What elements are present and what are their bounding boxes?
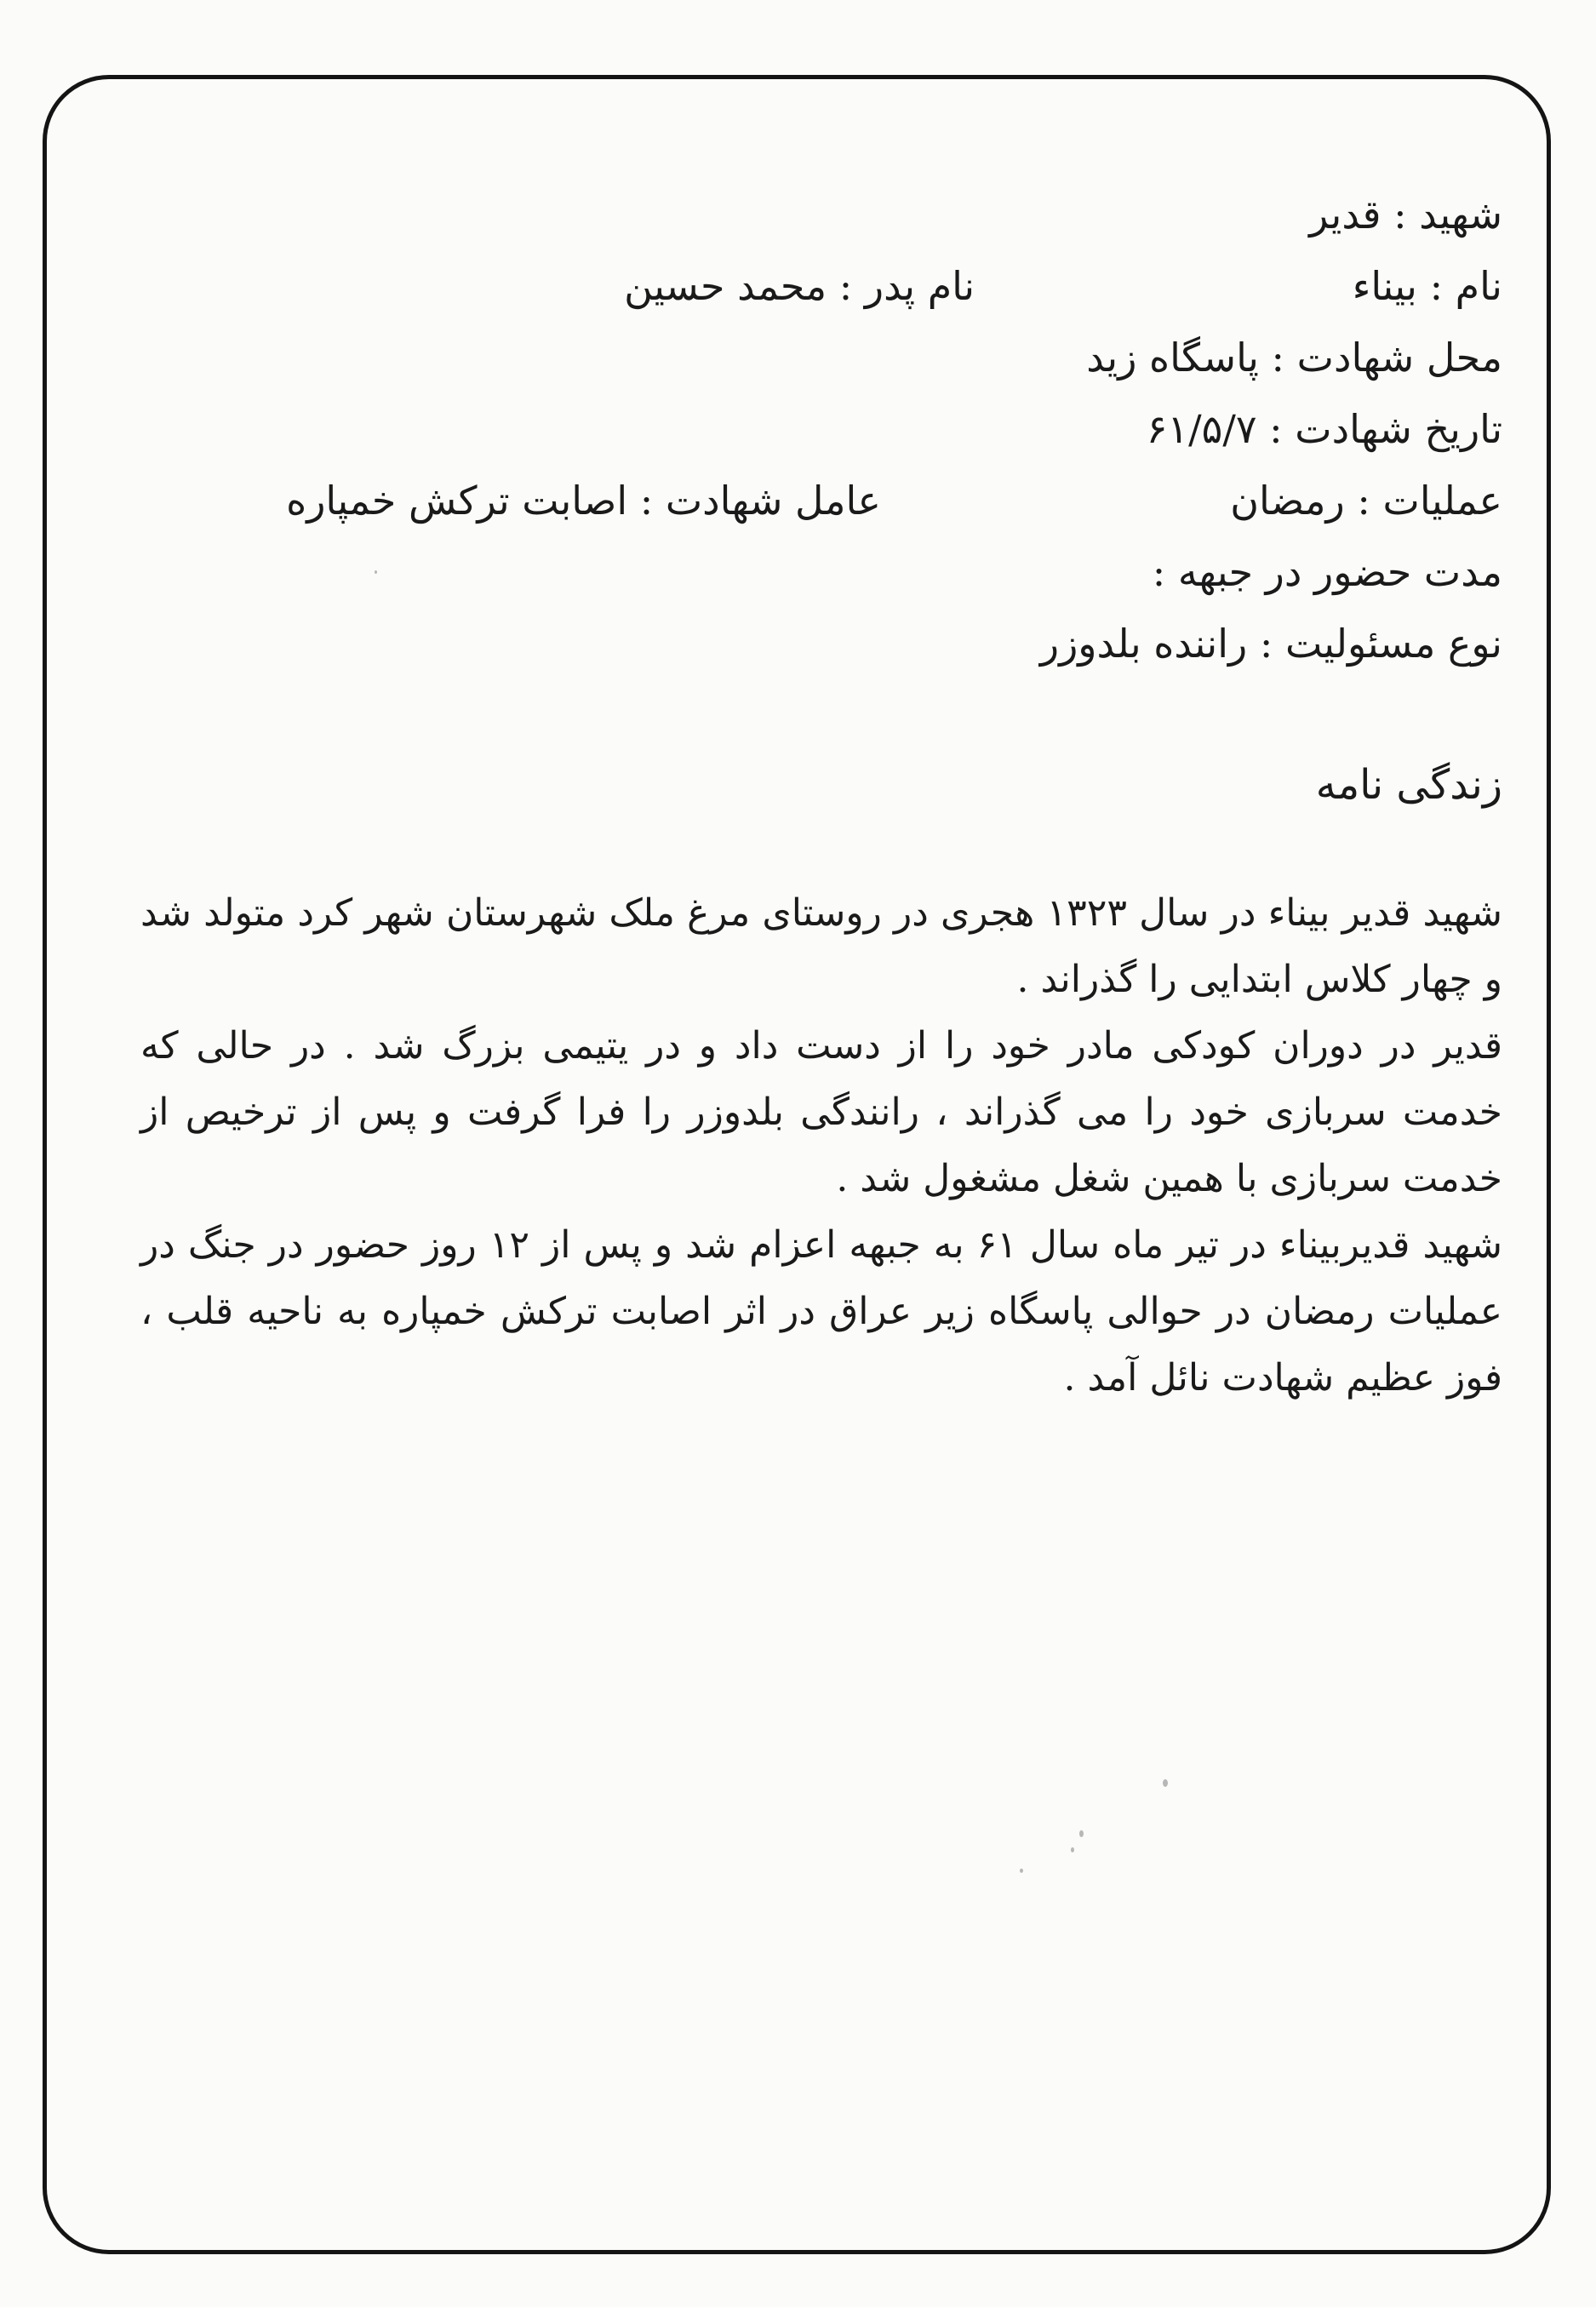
- scan-speck: [375, 570, 377, 574]
- operation-line: [140, 465, 1502, 536]
- front-duration-field: مدت حضور در جبهه :: [1152, 549, 1502, 595]
- scan-speck: [1163, 1779, 1168, 1787]
- date-line: [140, 393, 1502, 465]
- place-line: [140, 322, 1502, 393]
- martyr-field: شهید : قدیر: [1309, 192, 1502, 238]
- martyrdom-date-field: [1147, 393, 1502, 465]
- martyrdom-date-value: ۶۱/۵/۷: [1146, 406, 1257, 452]
- martyrdom-date-label: تاریخ شهادت :: [1269, 406, 1502, 452]
- role-line: [140, 608, 1502, 679]
- scan-speck: [1071, 1847, 1074, 1852]
- scan-speck: [1020, 1869, 1023, 1873]
- biography-paragraph: شهید قدیر بیناء در سال ۱۳۲۳ هجری در روستای مرغ ملک شهرستان شهر کرد متولد شد و چهار کلاس ابتدایی را گذراند .: [140, 891, 1502, 1001]
- scan-speck: [1079, 1830, 1084, 1837]
- name-field: نام : بیناء: [1352, 263, 1502, 309]
- duration-line: [140, 536, 1502, 608]
- martyr-line: [140, 179, 1502, 250]
- father-name-field: نام پدر : محمد حسین: [624, 263, 975, 309]
- responsibility-field: نوع مسئولیت : راننده بلدوزر: [1039, 621, 1502, 667]
- biography-paragraph: شهید قدیربیناء در تیر ماه سال ۶۱ به جبهه اعزام شد و پس از ۱۲ روز حضور در جنگ در عملیات رمضان در حوالی پاسگاه زیر عراق در اثر اصابت ترکش خمپاره به ناحیه قلب ، فوز عظیم شهادت نائل آمد .: [140, 1223, 1502, 1400]
- martyrdom-place-field: محل شهادت : پاسگاه زید: [1086, 335, 1502, 381]
- biography-heading: زندگی نامه: [1315, 761, 1502, 809]
- biography-paragraph: قدیر در دوران کودکی مادر خود را از دست داد و در یتیمی بزرگ شد . در حالی که خدمت سربازی خود را می گذراند ، رانندگی بلدوزر را فرا گرفت و پس از ترخیص از خدمت سربازی با همین شغل مشغول شد .: [140, 1024, 1502, 1200]
- name-line: [140, 250, 1502, 322]
- operation-field: عملیات : رمضان: [1230, 478, 1502, 524]
- document-content: [140, 179, 1502, 1411]
- biography-text: [140, 880, 1502, 1411]
- martyrdom-cause-field: عامل شهادت : اصابت ترکش خمپاره: [286, 478, 881, 524]
